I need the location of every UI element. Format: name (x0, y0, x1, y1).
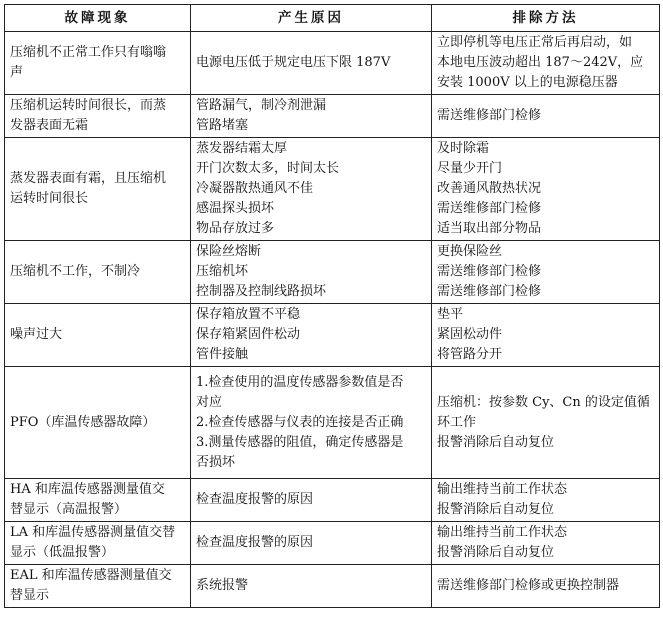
cell-cause-line: 系统报警 (196, 578, 249, 593)
cell-symptom-line: 声 (10, 65, 24, 80)
cell-remedy-line: 尽量少开门 (437, 161, 503, 176)
cell-remedy-line: 及时除霜 (437, 141, 490, 156)
cell-symptom (5, 32, 191, 95)
cell-remedy-line: 报警消除后自动复位 (437, 545, 555, 560)
cell-cause-line: 保存箱放置不平稳 (196, 307, 301, 322)
cell-remedy-line: 将管路分开 (437, 347, 503, 362)
cell-symptom-line: 显示（低温报警） (10, 545, 115, 560)
cell-remedy-line: 需送维修部门检修 (437, 201, 542, 216)
cell-remedy (432, 479, 660, 522)
cell-symptom-line: 压缩机运转时间很长，而蒸 (10, 98, 167, 113)
cell-cause-line: 检查温度报警的原因 (196, 492, 314, 507)
cell-symptom-line: 替显示（高温报警） (10, 502, 128, 517)
cell-symptom (5, 241, 191, 304)
cell-cause (191, 304, 432, 367)
cell-symptom (5, 138, 191, 241)
cell-remedy-line: 需送维修部门检修 (437, 264, 542, 279)
cell-symptom-line: 蒸发器表面有霜，且压缩机 (10, 171, 167, 186)
cell-cause-line: 保存箱紧固件松动 (196, 327, 301, 342)
cell-cause-line: 感温探头损坏 (196, 201, 275, 216)
cell-remedy-line: 需送维修部门检修 (437, 284, 542, 299)
cell-cause-line: 控制器及控制线路损坏 (196, 284, 327, 299)
cell-remedy-line: 本地电压波动超出 187～242V，应 (437, 55, 644, 70)
cell-cause (191, 522, 432, 565)
cell-remedy-line: 紧固松动件 (437, 327, 503, 342)
cell-cause-line: 2.检查传感器与仪表的连接是否正确 (196, 414, 404, 430)
cell-remedy-line: 报警消除后自动复位 (437, 502, 555, 517)
cell-symptom-line: 发器表面无霜 (10, 118, 89, 133)
cell-remedy-line: 安装 1000V 以上的电源稳压器 (437, 75, 618, 90)
table-header-row (5, 5, 660, 32)
cell-symptom (5, 367, 191, 479)
cell-symptom-line: 运转时间很长 (10, 191, 89, 206)
header-cause: 产生原因 (191, 5, 432, 32)
cell-remedy (432, 367, 660, 479)
cell-cause-line: 检查温度报警的原因 (196, 535, 314, 550)
table-row (5, 95, 660, 138)
cell-symptom-line: EAL 和库温传感器测量值交 (10, 568, 172, 583)
cell-remedy-line: 压缩机：按参数 Cy、Cn 的设定值循 (437, 394, 650, 410)
troubleshooting-table (4, 4, 660, 608)
cell-remedy (432, 241, 660, 304)
cell-cause-line: 蒸发器结霜太厚 (196, 141, 288, 156)
cell-symptom (5, 565, 191, 608)
table-row (5, 479, 660, 522)
header-remedy: 排除方法 (432, 5, 660, 32)
cell-cause-line: 保险丝熔断 (196, 244, 262, 259)
cell-cause-line: 开门次数太多，时间太长 (196, 161, 340, 176)
troubleshooting-table-container (4, 4, 659, 608)
cell-remedy-line: 垫平 (437, 307, 464, 322)
cell-cause-line: 3.测量传感器的阻值，确定传感器是 (196, 434, 404, 450)
cell-symptom-line: PFO（库温传感器故障） (10, 414, 156, 430)
cell-cause (191, 95, 432, 138)
cell-cause-line: 1.检查使用的温度传感器参数值是否 (196, 374, 404, 390)
cell-cause (191, 138, 432, 241)
cell-cause-line: 对应 (196, 394, 223, 410)
cell-cause-line: 电源电压低于规定电压下限 187V (196, 55, 391, 70)
cell-remedy (432, 304, 660, 367)
cell-symptom-line: HA 和库温传感器测量值交 (10, 482, 165, 497)
table-row (5, 304, 660, 367)
cell-cause-line: 管件接触 (196, 347, 249, 362)
cell-cause-line: 管路漏气，制冷剂泄漏 (196, 98, 327, 113)
cell-cause (191, 479, 432, 522)
table-row (5, 32, 660, 95)
cell-cause-line: 冷凝器散热通风不佳 (196, 181, 314, 196)
cell-remedy-line: 输出维持当前工作状态 (437, 482, 568, 497)
cell-cause (191, 367, 432, 479)
cell-cause-line: 否损坏 (196, 454, 236, 470)
cell-symptom-line: 噪声过大 (10, 327, 63, 342)
cell-symptom-line: 替显示 (10, 588, 50, 603)
cell-symptom (5, 522, 191, 565)
cell-remedy (432, 522, 660, 565)
cell-cause (191, 241, 432, 304)
cell-remedy-line: 需送维修部门检修或更换控制器 (437, 578, 620, 593)
cell-cause (191, 565, 432, 608)
table-row (5, 565, 660, 608)
cell-remedy-line: 报警消除后自动复位 (437, 434, 555, 450)
cell-symptom-line: LA 和库温传感器测量值交替 (10, 525, 176, 540)
cell-remedy-line: 需送维修部门检修 (437, 108, 542, 123)
cell-remedy-line: 环工作 (437, 414, 477, 430)
cell-remedy (432, 32, 660, 95)
cell-remedy (432, 565, 660, 608)
cell-remedy-line: 立即停机等电压正常后再启动，如 (437, 35, 633, 50)
cell-symptom-line: 压缩机不工作，不制冷 (10, 264, 141, 279)
cell-remedy-line: 改善通风散热状况 (437, 181, 542, 196)
table-row (5, 367, 660, 479)
cell-symptom (5, 479, 191, 522)
cell-symptom (5, 304, 191, 367)
cell-remedy-line: 更换保险丝 (437, 244, 503, 259)
cell-remedy-line: 输出维持当前工作状态 (437, 525, 568, 540)
cell-remedy (432, 138, 660, 241)
cell-cause-line: 压缩机坏 (196, 264, 249, 279)
header-symptom: 故障现象 (5, 5, 191, 32)
table-row (5, 138, 660, 241)
cell-cause-line: 管路堵塞 (196, 118, 249, 133)
cell-cause-line: 物品存放过多 (196, 221, 275, 236)
table-row (5, 522, 660, 565)
cell-cause (191, 32, 432, 95)
cell-remedy (432, 95, 660, 138)
table-row (5, 241, 660, 304)
cell-symptom (5, 95, 191, 138)
cell-remedy-line: 适当取出部分物品 (437, 221, 542, 236)
table-body (5, 32, 660, 608)
cell-symptom-line: 压缩机不正常工作只有嗡嗡 (10, 45, 167, 60)
